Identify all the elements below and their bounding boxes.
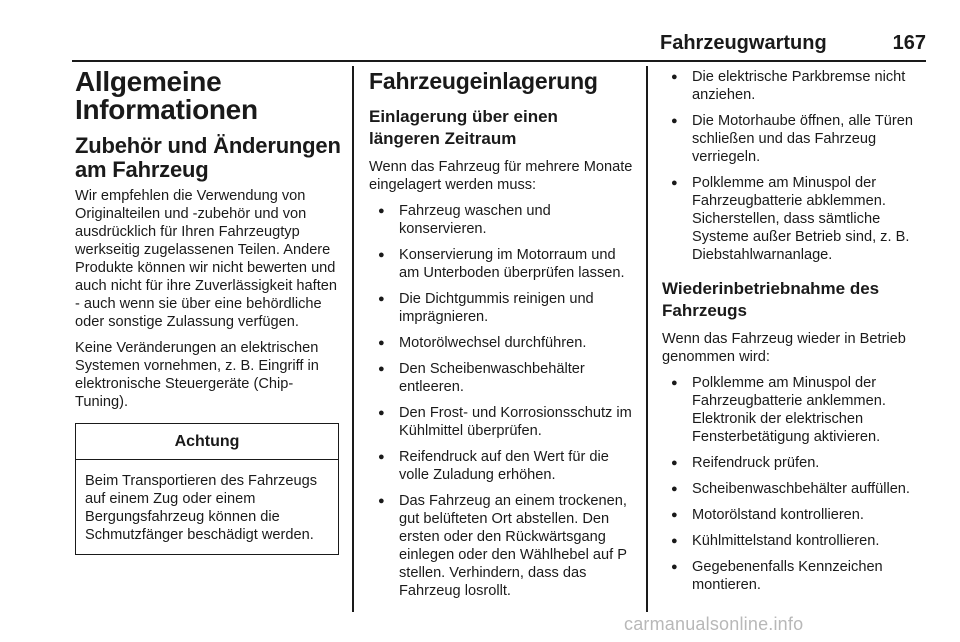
list-item: ● Reifendruck prüfen.: [662, 454, 928, 472]
column-3: [662, 62, 928, 602]
list-item: ● Konservierung im Motorraum und am Unterboden überprüfen lassen.: [369, 246, 633, 282]
list-item: ● Motorölstand kontrollieren.: [662, 506, 928, 524]
list-item: ● Motorölwechsel durchführen.: [369, 334, 633, 352]
recommissioning-list: [662, 374, 928, 594]
section-heading-accessories: Zubehör und Änderungen am Fahrzeug: [75, 133, 341, 182]
column-divider-1: [352, 66, 354, 612]
list-item: ● Fahrzeug waschen und konservieren.: [369, 202, 633, 238]
storage-list: [369, 202, 633, 600]
paragraph-accessories: Wir empfehlen die Verwendung von Originalteilen und -zubehör und von ausdrücklich für Ihren Fahrzeugtyp werkseitig zugelassenen Teilen. Andere Produkte können wir nicht bewerten und auch nicht für ihre Zuverlässigkeit haften - auch wenn sie über eine behördliche oder sonstige Zulassung verfügen.: [75, 188, 338, 330]
list-item: ● Reifendruck auf den Wert für die volle Zuladung erhöhen.: [369, 448, 633, 484]
caution-text: Beim Transportieren des Fahrzeugs auf einem Zug oder einem Bergungsfahrzeug können die Schmutzfänger beschädigt werden.: [85, 473, 317, 543]
list-item: ● Gegebenenfalls Kennzeichen montieren.: [662, 558, 928, 594]
list-item: ● Scheibenwaschbehälter auffüllen.: [662, 480, 928, 498]
column-1: [75, 62, 341, 555]
paragraph-electrical: Keine Veränderungen an elektrischen Systemen vornehmen, z. B. Eingriff in elektronische Steuergeräte (Chip-Tuning).: [75, 340, 319, 410]
list-item: ● Die Motorhaube öffnen, alle Türen schließen und das Fahrzeug verriegeln.: [662, 112, 928, 166]
column-2: [369, 62, 633, 608]
list-item: ● Den Frost- und Korrosionsschutz im Kühlmittel überprüfen.: [369, 404, 633, 440]
recommissioning-intro: Wenn das Fahrzeug wieder in Betrieb genommen wird:: [662, 331, 906, 365]
watermark: carmanualsonline.info: [624, 614, 804, 634]
list-item: ● Polklemme am Minuspol der Fahrzeugbatterie anklemmen. Elektronik der elektrischen Fensterbetätigung aktivieren.: [662, 374, 928, 446]
caution-box: [75, 423, 339, 555]
storage-list-continued: [662, 68, 928, 264]
page-header: [660, 28, 926, 58]
list-item: ● Polklemme am Minuspol der Fahrzeugbatterie abklemmen. Sicherstellen, dass sämtliche Systeme außer Betrieb sind, z. B. Diebstahlwarnanlage.: [662, 174, 928, 264]
chapter-heading: Allgemeine Informationen: [75, 66, 258, 125]
column-divider-2: [646, 66, 648, 612]
section-title: Fahrzeugwartung: [660, 31, 827, 54]
caution-title: Achtung: [76, 424, 338, 460]
section-heading-storage: Fahrzeugeinlagerung: [369, 68, 598, 94]
list-item: ● Das Fahrzeug an einem trockenen, gut belüfteten Ort abstellen. Den ersten oder den Rückwärtsgang einlegen oder den Wählhebel auf P stellen. Verhindern, dass das Fahrzeug losrollt.: [369, 492, 633, 600]
caution-body: [76, 460, 338, 554]
page-number: 167: [892, 31, 926, 54]
list-item: ● Den Scheibenwaschbehälter entleeren.: [369, 360, 633, 396]
subheading-long-term-storage: Einlagerung über einen längeren Zeitraum: [369, 107, 558, 148]
subheading-recommissioning: Wiederinbetriebnahme des Fahrzeugs: [662, 279, 880, 320]
list-item: ● Die elektrische Parkbremse nicht anziehen.: [662, 68, 928, 104]
list-item: ● Die Dichtgummis reinigen und imprägnieren.: [369, 290, 633, 326]
storage-intro: Wenn das Fahrzeug für mehrere Monate eingelagert werden muss:: [369, 159, 633, 193]
list-item: ● Kühlmittelstand kontrollieren.: [662, 532, 928, 550]
